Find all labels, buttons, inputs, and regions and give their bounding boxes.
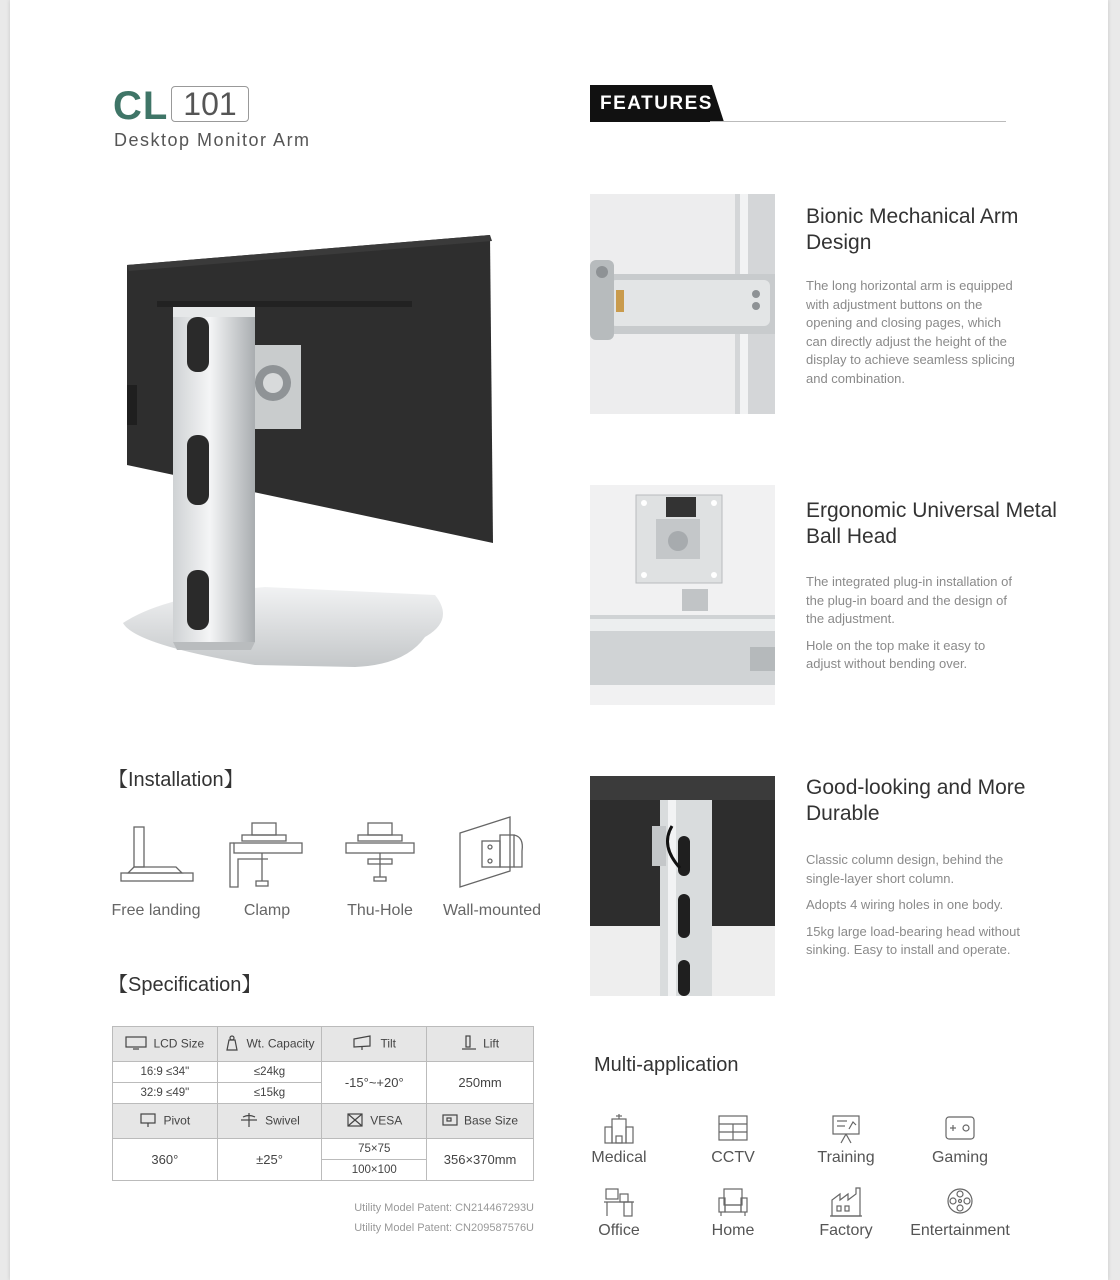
training-board-icon [829, 1113, 863, 1145]
feature-body-2-para-2: Hole on the top make it easy to adjust without bending over. [806, 637, 986, 671]
base-size-icon [442, 1113, 458, 1130]
app-factory [789, 1186, 903, 1240]
pivot-icon [139, 1112, 157, 1131]
app-label-entertainment: Entertainment [910, 1222, 1010, 1239]
app-training [789, 1113, 903, 1167]
feature-title-2: Ergonomic Universal Metal Ball Head [806, 499, 1057, 548]
feature-body-2 [806, 573, 1021, 682]
through-hole-icon [342, 815, 422, 890]
spec-wt-capacity-2: ≤15kg [217, 1083, 322, 1104]
spec-header-label: Tilt [380, 1036, 397, 1051]
app-label-office: Office [598, 1222, 640, 1239]
feature-body-3-para-2: Adopts 4 wiring holes in one body. [806, 897, 1004, 912]
feature-body-3 [806, 851, 1021, 968]
spec-header-label: Base Size [464, 1113, 519, 1128]
feature-body-3-para-1: Classic column design, behind the single-layer short column. [806, 852, 1004, 886]
feature-body-1 [806, 277, 1021, 396]
free-landing-icon [116, 815, 196, 890]
spec-header-pivot [113, 1104, 218, 1139]
spec-tilt-value: -15°~+20° [322, 1062, 427, 1104]
app-medical [562, 1113, 676, 1167]
factory-icon [829, 1186, 863, 1218]
model-number: 101 [171, 86, 249, 122]
weight-icon [224, 1035, 240, 1054]
install-label-clamp: Clamp [243, 902, 291, 919]
specification-table [112, 1026, 534, 1181]
monitor-arm-product-image [105, 225, 495, 685]
spec-header-base-size [427, 1104, 534, 1139]
spec-header-label: VESA [370, 1113, 403, 1128]
patent-2: Utility Model Patent: CN209587576U [354, 1222, 534, 1234]
feature-title-1: Bionic Mechanical Arm Design [806, 205, 1019, 254]
product-subtitle: Desktop Monitor Arm [114, 130, 311, 150]
spec-vesa-1: 75×75 [322, 1139, 427, 1160]
install-label-free-landing: Free landing [111, 902, 201, 919]
multi-application-heading: Multi-application [594, 1054, 739, 1076]
gamepad-icon [943, 1113, 977, 1145]
install-label-thu-hole: Thu-Hole [347, 902, 413, 919]
app-gaming [903, 1113, 1017, 1167]
app-home [676, 1186, 790, 1240]
clamp-icon [228, 815, 308, 890]
app-cctv [676, 1113, 790, 1167]
app-office [562, 1186, 676, 1240]
vesa-icon [346, 1112, 364, 1131]
spec-base-size-value: 356×370mm [427, 1139, 534, 1181]
spec-header-label: Wt. Capacity [246, 1036, 315, 1051]
app-label-medical: Medical [591, 1149, 647, 1166]
features-label: FEATURES [600, 93, 713, 114]
tilt-icon [352, 1035, 374, 1054]
brand-prefix: CL [113, 84, 169, 128]
app-label-gaming: Gaming [931, 1149, 989, 1166]
armchair-icon [716, 1186, 750, 1218]
spec-header-wt-capacity [217, 1027, 322, 1062]
feature-title-3: Good-looking and More Durable [806, 776, 1026, 825]
app-label-home: Home [711, 1222, 755, 1239]
specification-heading: 【Specification】 [108, 974, 262, 996]
feature-column-image [590, 776, 775, 996]
spec-lcd-size-2: 32:9 ≤49" [113, 1083, 218, 1104]
app-entertainment [903, 1186, 1017, 1240]
office-desk-icon [602, 1186, 636, 1218]
spec-header-label: Swivel [265, 1113, 300, 1128]
installation-heading: 【Installation】 [108, 769, 244, 791]
hospital-icon [602, 1113, 636, 1145]
spec-wt-capacity-1: ≤24kg [217, 1062, 322, 1083]
spec-header-lift [427, 1027, 534, 1062]
cctv-icon [716, 1113, 750, 1145]
monitor-icon [125, 1036, 147, 1053]
lift-icon [461, 1035, 477, 1054]
spec-header-label: Pivot [163, 1113, 191, 1128]
wall-mount-icon [454, 815, 534, 890]
spec-lcd-size-1: 16:9 ≤34" [113, 1062, 218, 1083]
spec-vesa-2: 100×100 [322, 1160, 427, 1181]
features-divider [710, 121, 1006, 122]
spec-pivot-value: 360° [113, 1139, 218, 1181]
spec-header-swivel [217, 1104, 322, 1139]
spec-header-label: Lift [483, 1036, 500, 1051]
app-label-training: Training [817, 1149, 875, 1166]
film-reel-icon [943, 1186, 977, 1218]
install-label-wall-mounted: Wall-mounted [442, 902, 542, 919]
feature-body-2-para-1: The integrated plug-in installation of the plug-in board and the design of the adjustment. [806, 574, 1012, 626]
product-sheet [10, 0, 1108, 1280]
spec-header-lcd-size [113, 1027, 218, 1062]
app-label-factory: Factory [819, 1222, 873, 1239]
feature-arm-image [590, 194, 775, 414]
feature-ball-head-image [590, 485, 775, 705]
spec-header-tilt [322, 1027, 427, 1062]
app-label-cctv: CCTV [711, 1149, 755, 1166]
spec-header-label: LCD Size [153, 1036, 205, 1051]
feature-body-1-para: The long horizontal arm is equipped with adjustment buttons on the opening and closing pages, which can directly adjust the height of the display to achieve seamless splicing and combination. [806, 278, 1015, 386]
patent-1: Utility Model Patent: CN214467293U [354, 1202, 534, 1214]
swivel-icon [239, 1112, 259, 1131]
spec-swivel-value: ±25° [217, 1139, 322, 1181]
spec-header-vesa [322, 1104, 427, 1139]
spec-lift-value: 250mm [427, 1062, 534, 1104]
feature-body-3-para-3: 15kg large load-bearing head without sinking. Easy to install and operate. [806, 923, 1020, 957]
